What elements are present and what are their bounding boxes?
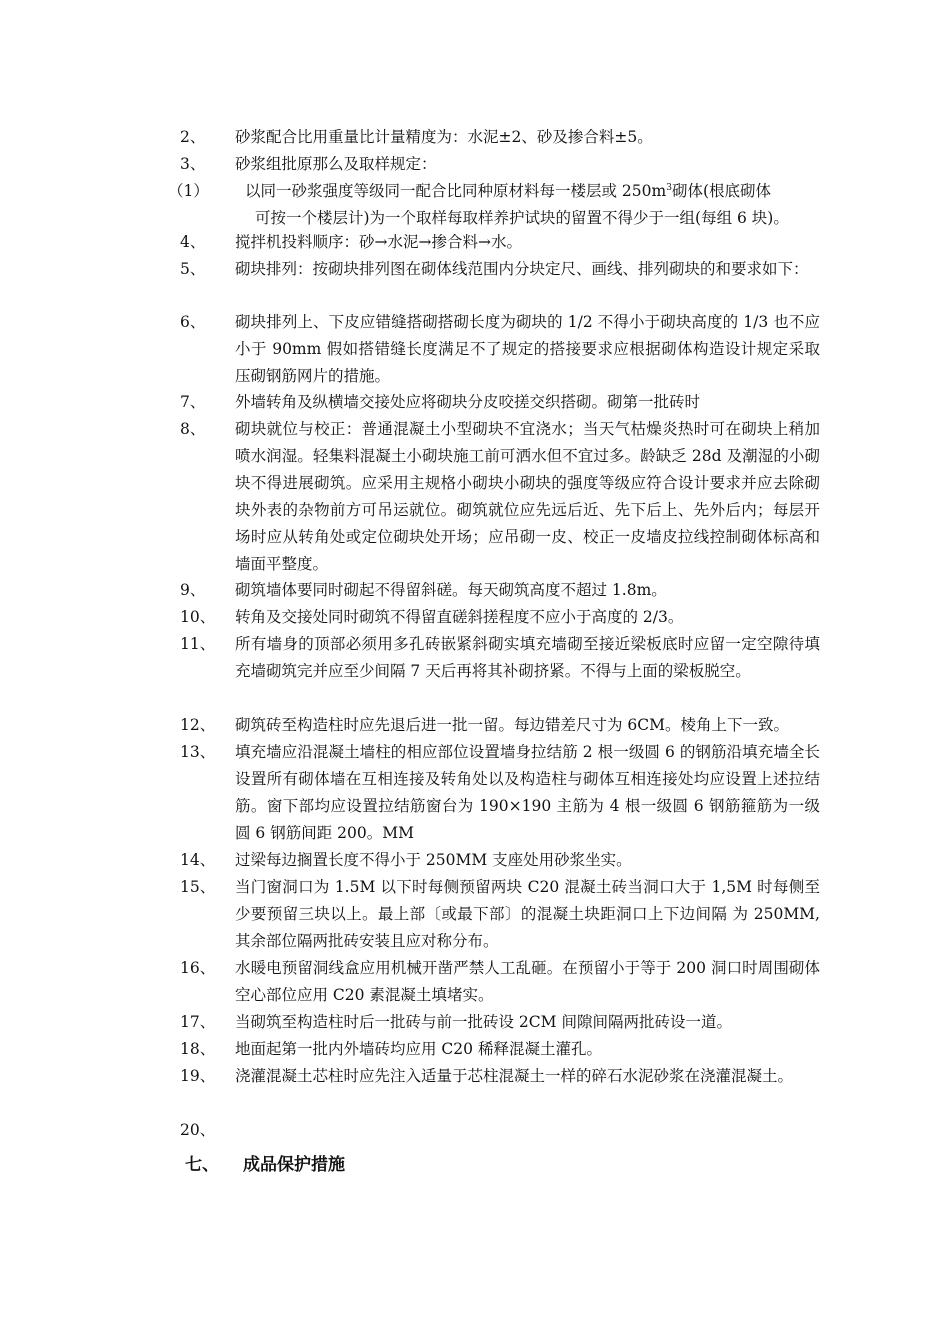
list-item	[180, 389, 820, 416]
item-text: 当门窗洞口为 1.5M 以下时每侧预留两块 C20 混凝土砖当洞口大于 1,5M 时每侧至少要预留三块以上。最上部〔或最下部〕的混凝土块距洞口上下边间隔 为 250MM,其余部位隔两批砖安装且应对称分布。	[235, 878, 820, 950]
item-text: 外墙转角及纵横墙交接处应将砌块分皮咬搓交织搭砌。砌第一批砖时	[235, 393, 701, 411]
item-number: 19、	[180, 1067, 216, 1085]
item-number: 2、	[180, 128, 206, 146]
item-text: 搅拌机投料顺序：砂→水泥→掺合料→水。	[235, 233, 522, 251]
item-text: 砌筑墙体要同时砌起不得留斜磋。每天砌筑高度不超过 1.8m。	[235, 581, 667, 599]
item-number: 5、	[180, 260, 206, 278]
list-item	[180, 124, 820, 151]
list-item	[180, 229, 820, 256]
item-number: 4、	[180, 233, 206, 251]
item-number: 3、	[180, 155, 206, 173]
item-number: 6、	[180, 313, 206, 331]
item-text: 转角及交接处同时砌筑不得留直磋斜搓程度不应小于高度的 2/3。	[235, 608, 684, 626]
item-text: 水暖电预留洞线盒应用机械开凿严禁人工乱砸。在预留小于等于 200 洞口时周围砌体空心部位应用 C20 素混凝土填堵实。	[235, 959, 820, 1004]
list-item	[180, 1063, 820, 1090]
item-text: 地面起第一批内外墙砖均应用 C20 稀释混凝土灌孔。	[235, 1040, 602, 1058]
item-text: 所有墙身的顶部必须用多孔砖嵌紧斜砌实填充墙砌至接近梁板底时应留一定空隙待填充墙砌筑完并应至少间隔 7 天后再将其补砌挤紧。不得与上面的梁板脱空。	[235, 635, 820, 680]
list-item	[180, 256, 820, 283]
item-text: 当砌筑至构造柱时后一批砖与前一批砖设 2CM 间隙间隔两批砖设一道。	[235, 1013, 732, 1031]
item-number: 17、	[180, 1013, 216, 1031]
sub-list-item	[168, 178, 820, 232]
heading-number: 七、	[185, 1155, 219, 1175]
list-item	[180, 631, 820, 685]
item-number: 15、	[180, 878, 216, 896]
item-number: 12、	[180, 716, 216, 734]
item-text: 过梁每边搁置长度不得小于 250MM 支座处用砂浆坐实。	[235, 851, 632, 869]
list-item	[180, 309, 820, 390]
item-text: 以同一砂浆强度等级同一配合比同种原材料每一楼层或 $250m^3$砌体(根底砌体 可按一个楼层计)为一个取样每取样养护试块的留置不得少于一组(每组 6 块)。	[245, 182, 789, 227]
list-item	[180, 1036, 820, 1063]
list-item	[180, 151, 820, 178]
item-number: 10、	[180, 608, 216, 626]
list-item	[180, 604, 820, 631]
item-number: （1）	[168, 182, 209, 200]
item-text: 填充墙应沿混凝土墙柱的相应部位设置墙身拉结筋 2 根一级圆 6 的钢筋沿填充墙全长设置所有砌体墙在互相连接及转角处以及构造柱与砌体互相连接处均应设置上述拉结筋。窗下部均应设置拉结筋窗台为 190×190 主筋为 4 根一级圆 6 钢筋箍筋为一级圆 6 钢筋间距 200。MM	[235, 743, 820, 842]
item-number: 9、	[180, 581, 206, 599]
list-item	[180, 847, 820, 874]
item-number: 20、	[180, 1121, 216, 1139]
list-item	[180, 577, 820, 604]
item-number: 13、	[180, 743, 216, 761]
item-number: 14、	[180, 851, 216, 869]
item-text: 砌块排列：按砌块排列图在砌体线范围内分块定尺、画线、排列砌块的和要求如下：	[235, 260, 809, 278]
item-number: 11、	[180, 635, 216, 653]
heading-title: 成品保护措施	[243, 1155, 345, 1175]
item-text: 砌筑砖至构造柱时应先退后进一批一留。每边错差尺寸为 6CM。棱角上下一致。	[235, 716, 790, 734]
list-item	[180, 955, 820, 1009]
list-item	[180, 416, 820, 578]
item-text: 浇灌混凝土芯柱时应先注入适量于芯柱混凝土一样的碎石水泥砂浆在浇灌混凝土。	[235, 1067, 794, 1085]
list-item	[180, 739, 820, 847]
item-text: 砂浆配合比用重量比计量精度为：水泥±2、砂及掺合料±5。	[235, 128, 653, 146]
list-item	[180, 712, 820, 739]
list-item	[180, 1009, 820, 1036]
list-item	[180, 874, 820, 955]
item-text: 砂浆组批原那么及取样规定：	[235, 155, 437, 173]
item-text: 砌块就位与校正：普通混凝土小型砌块不宜浇水；当天气枯燥炎热时可在砌块上稍加喷水润湿。轻集料混凝土小砌块施工前可洒水但不宜过多。龄缺乏 28d 及潮湿的小砌块不得进展砌筑。应采用主规格小砌块小砌块的强度等级应符合设计要求并应去除砌块外表的杂物前方可吊运就位。砌筑就位应先远后近、先下后上、先外后内；每层开场时应从转角处或定位砌块处开场；应吊砌一皮、校正一皮墙皮拉线控制砌体标高和墙面平整度。	[235, 420, 820, 573]
section-heading	[185, 1152, 345, 1178]
item-number: 7、	[180, 393, 206, 411]
item-number: 8、	[180, 420, 206, 438]
item-number: 18、	[180, 1040, 216, 1058]
item-number: 16、	[180, 959, 216, 977]
item-text: 砌块排列上、下皮应错缝搭砌搭砌长度为砌块的 1/2 不得小于砌块高度的 1/3 也不应小于 90mm 假如搭错缝长度满足不了规定的搭接要求应根据砌体构造设计规定采取压砌钢筋网片的措施。	[235, 313, 820, 385]
